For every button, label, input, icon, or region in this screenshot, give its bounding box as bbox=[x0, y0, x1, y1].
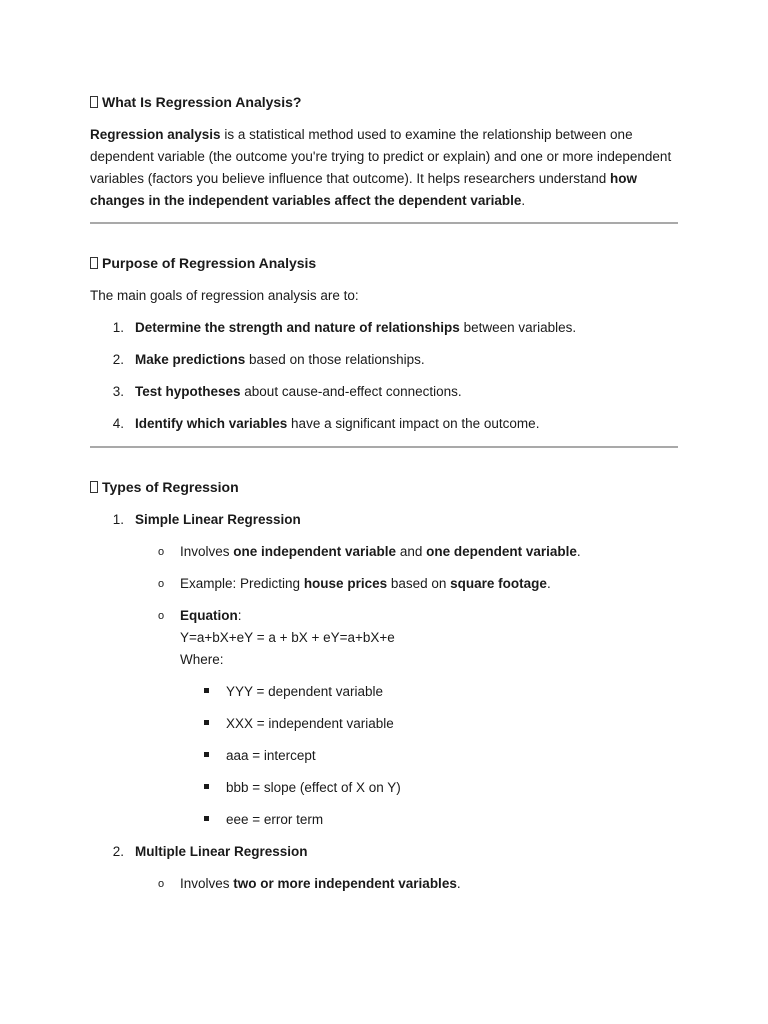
bullet-text: based on bbox=[387, 576, 451, 591]
bullet-text: and bbox=[396, 544, 427, 559]
list-item bbox=[135, 351, 425, 369]
list-number: 1. bbox=[112, 320, 124, 335]
item-text: between variables. bbox=[459, 320, 577, 335]
bullet-text: Example: Predicting bbox=[180, 576, 304, 591]
heading-text: Types of Regression bbox=[102, 479, 239, 495]
bullet-item bbox=[180, 575, 551, 593]
item-text: based on those relationships. bbox=[245, 352, 425, 367]
heading-text: What Is Regression Analysis? bbox=[102, 94, 302, 110]
type-title bbox=[135, 843, 308, 861]
where-label: Where: bbox=[180, 652, 224, 667]
definition-item: bbb = slope (effect of X on Y) bbox=[226, 780, 401, 795]
item-text: about cause-and-effect connections. bbox=[240, 384, 462, 399]
item-bold: Identify which variables bbox=[135, 416, 288, 431]
heading-text: Purpose of Regression Analysis bbox=[102, 255, 317, 271]
item-text: have a significant impact on the outcome. bbox=[287, 416, 540, 431]
item-bold: Test hypotheses bbox=[135, 384, 241, 399]
bullet-item bbox=[180, 875, 461, 893]
horizontal-divider bbox=[90, 222, 678, 224]
circle-bullet-icon: o bbox=[158, 546, 165, 558]
definition-item: aaa = intercept bbox=[226, 748, 316, 763]
list-number: 1. bbox=[112, 512, 124, 527]
bold-term: Regression analysis bbox=[90, 127, 221, 142]
bold-phrase: how changes in the independent variables affect the dependent variable bbox=[90, 171, 638, 208]
purpose-intro: The main goals of regression analysis are to: bbox=[90, 288, 359, 303]
type-title-text: Multiple Linear Regression bbox=[135, 844, 308, 859]
list-number: 2. bbox=[112, 352, 124, 367]
bullet-text: . bbox=[576, 544, 581, 559]
missing-glyph-icon bbox=[90, 96, 98, 108]
item-bold: Determine the strength and nature of relationships bbox=[135, 320, 460, 335]
square-bullet-icon bbox=[204, 720, 209, 725]
paragraph-end: . bbox=[521, 193, 526, 208]
square-bullet-icon bbox=[204, 752, 209, 757]
definition-item: eee = error term bbox=[226, 812, 324, 827]
bullet-text: Involves bbox=[180, 544, 234, 559]
bullet-bold: square footage bbox=[450, 576, 547, 591]
list-number: 2. bbox=[112, 844, 124, 859]
bullet-text: : bbox=[237, 608, 242, 623]
bullet-text: Involves bbox=[180, 876, 234, 891]
square-bullet-icon bbox=[204, 688, 209, 693]
equation-text: Y=a+bX+eY = a + bX + eY=a+bX+e bbox=[180, 630, 395, 645]
definition-item: YYY = dependent variable bbox=[226, 684, 383, 699]
item-bold: Make predictions bbox=[135, 352, 246, 367]
definition-item: XXX = independent variable bbox=[226, 716, 394, 731]
circle-bullet-icon: o bbox=[158, 578, 165, 590]
section-heading-types bbox=[90, 479, 239, 495]
circle-bullet-icon: o bbox=[158, 610, 165, 622]
missing-glyph-icon bbox=[90, 481, 98, 493]
bullet-item bbox=[180, 607, 242, 625]
bullet-bold: two or more independent variables bbox=[233, 876, 457, 891]
bullet-text: . bbox=[546, 576, 551, 591]
list-number: 3. bbox=[112, 384, 124, 399]
list-item bbox=[135, 415, 539, 433]
definition-paragraph bbox=[90, 124, 678, 212]
section-heading-what-is bbox=[90, 94, 301, 110]
missing-glyph-icon bbox=[90, 257, 98, 269]
bullet-bold: house prices bbox=[303, 576, 388, 591]
bullet-bold: one independent variable bbox=[233, 544, 397, 559]
bullet-bold: one dependent variable bbox=[426, 544, 577, 559]
bullet-text: . bbox=[456, 876, 461, 891]
paragraph-text: is a statistical method used to examine the relationship between one dependent variable (the outcome you're trying to predict or explain) and one or more independent variables (factors you believe influence that outcome). It helps researchers understand bbox=[90, 127, 672, 186]
list-item bbox=[135, 383, 462, 401]
bullet-bold: Equation bbox=[180, 608, 238, 623]
list-item bbox=[135, 319, 576, 337]
horizontal-divider bbox=[90, 446, 678, 448]
circle-bullet-icon: o bbox=[158, 878, 165, 890]
list-number: 4. bbox=[112, 416, 124, 431]
section-heading-purpose bbox=[90, 255, 316, 271]
square-bullet-icon bbox=[204, 784, 209, 789]
type-title-text: Simple Linear Regression bbox=[135, 512, 301, 527]
square-bullet-icon bbox=[204, 816, 209, 821]
type-title bbox=[135, 511, 301, 529]
bullet-item bbox=[180, 543, 581, 561]
